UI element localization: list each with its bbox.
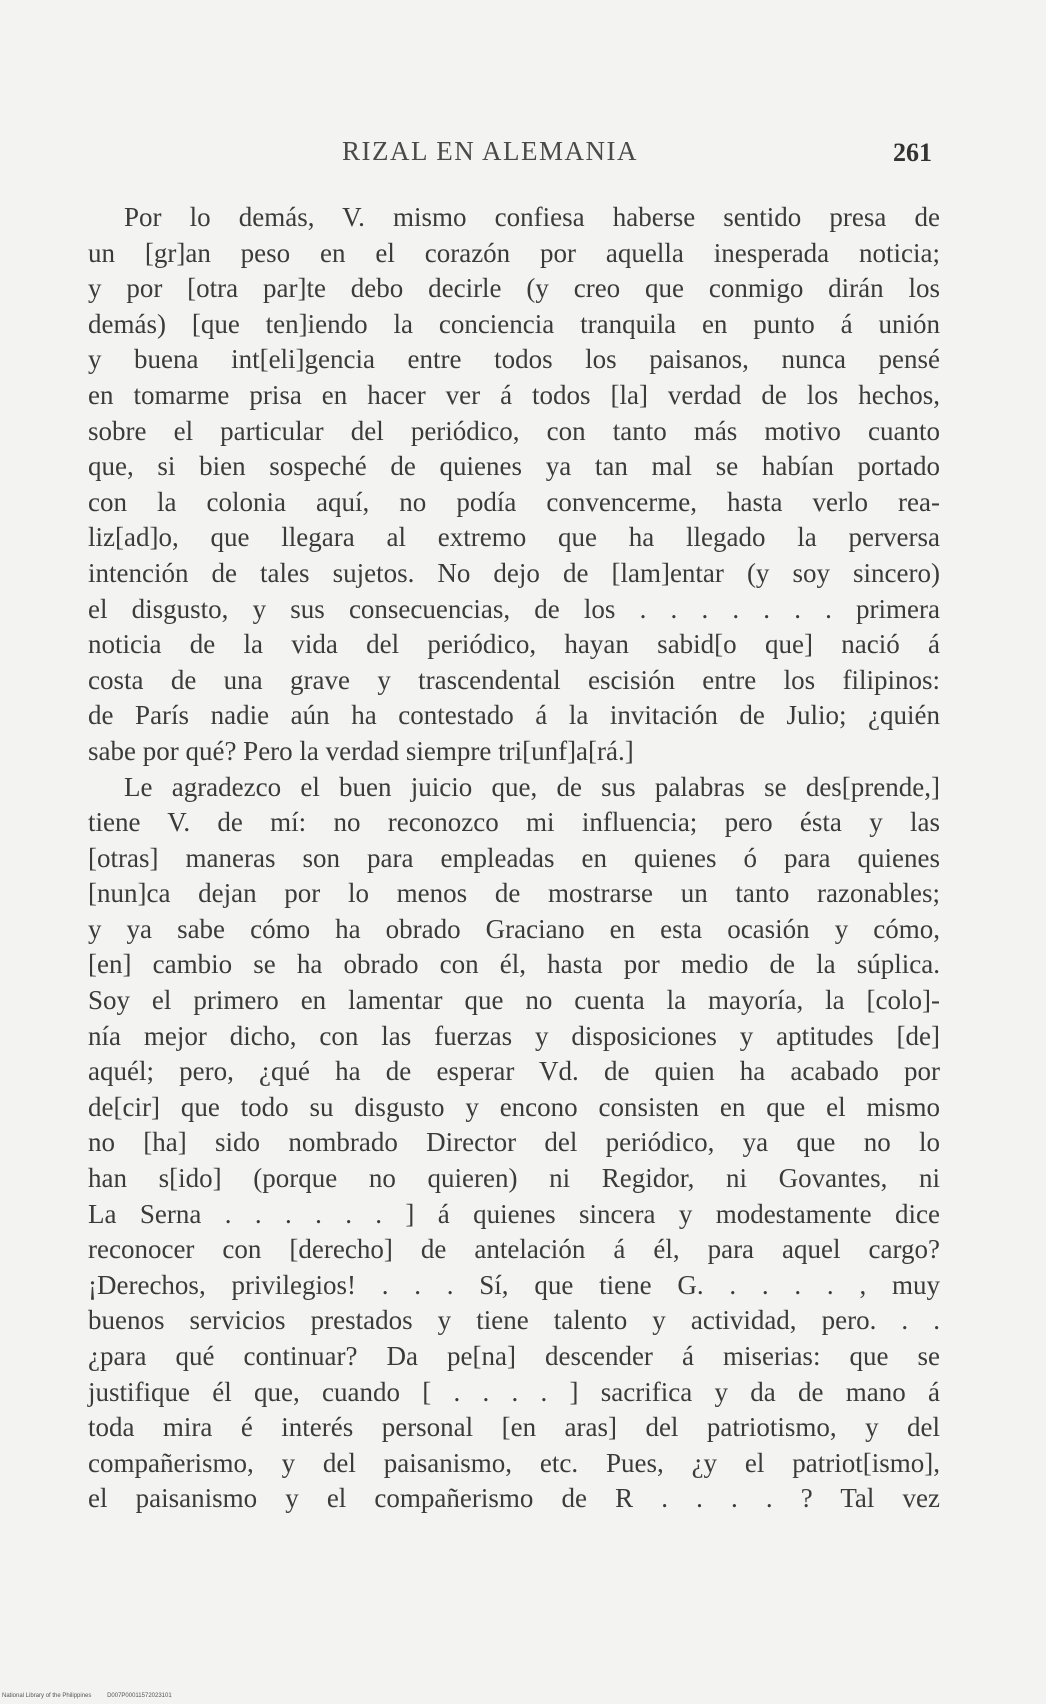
running-head <box>0 136 1046 176</box>
text-line: y por [otra par]te debo decirle (y creo que conmigo dirán los <box>88 273 940 304</box>
text-line: un [gr]an peso en el corazón por aquella inesperada noticia; <box>88 237 940 268</box>
text-line: que, si bien sospeché de quienes ya tan mal se habían portado <box>88 451 940 482</box>
text-line: Le agradezco el buen juicio que, de sus palabras se des[prende,] <box>124 771 940 802</box>
text-line: justifique él que, cuando [ . . . . ] sacrifica y da de mano á <box>88 1376 940 1407</box>
text-line: de[cir] que todo su disgusto y encono consisten en que el mismo <box>88 1091 940 1122</box>
page-number: 261 <box>893 138 932 167</box>
text-line: compañerismo, y del paisanismo, etc. Pues, ¿y el patriot[ismo], <box>88 1447 940 1478</box>
text-line: el disgusto, y sus consecuencias, de los . . . . . . . primera <box>88 593 940 624</box>
text-line: toda mira é interés personal [en aras] del patriotismo, y del <box>88 1412 940 1443</box>
text-line: [en] cambio se ha obrado con él, hasta por medio de la súplica. <box>88 949 940 980</box>
text-line: y buena int[eli]gencia entre todos los paisanos, nunca pensé <box>88 344 940 375</box>
text-line: de París nadie aún ha contestado á la invitación de Julio; ¿quién <box>88 700 940 731</box>
text-line: con la colonia aquí, no podía convencerme, hasta verlo rea- <box>88 486 940 517</box>
text-line: aquél; pero, ¿qué ha de esperar Vd. de quien ha acabado por <box>88 1056 940 1087</box>
text-line: reconocer con [derecho] de antelación á él, para aquel cargo? <box>88 1234 940 1265</box>
text-line: ¡Derechos, privilegios! . . . Sí, que tiene G. . . . . , muy <box>88 1269 940 1300</box>
text-line: costa de una grave y trascendental escisión entre los filipinos: <box>88 664 940 695</box>
text-line: han s[ido] (porque no quieren) ni Regidor, ni Govantes, ni <box>88 1163 940 1194</box>
running-title: RIZAL EN ALEMANIA <box>342 136 638 166</box>
text-line: tiene V. de mí: no reconozco mi influencia; pero ésta y las <box>88 807 940 838</box>
text-line: noticia de la vida del periódico, hayan sabid[o que] nació á <box>88 629 940 660</box>
text-line: sabe por qué? Pero la verdad siempre tri[unf]a[rá.] <box>88 735 634 766</box>
body-text <box>88 200 940 1517</box>
text-line: La Serna . . . . . . ] á quienes sincera y modestamente dice <box>88 1198 940 1229</box>
text-line: intención de tales sujetos. No dejo de [lam]entar (y soy sincero) <box>88 557 940 588</box>
text-line: demás) [que ten]iendo la conciencia tranquila en punto á unión <box>88 308 940 339</box>
text-line: el paisanismo y el compañerismo de R . . . . ? Tal vez <box>88 1483 940 1514</box>
text-line: nía mejor dicho, con las fuerzas y disposiciones y aptitudes [de] <box>88 1020 940 1051</box>
text-line: sobre el particular del periódico, con tanto más motivo cuanto <box>88 415 940 446</box>
text-line: ¿para qué continuar? Da pe[na] descender á miserias: que se <box>88 1341 940 1371</box>
paragraph-1 <box>88 200 940 770</box>
text-line: Soy el primero en lamentar que no cuenta la mayoría, la [colo]- <box>88 985 940 1016</box>
text-line: y ya sabe cómo ha obrado Graciano en esta ocasión y cómo, <box>88 913 940 944</box>
text-line: no [ha] sido nombrado Director del periódico, ya que no lo <box>88 1127 940 1158</box>
text-line: buenos servicios prestados y tiene talento y actividad, pero. . . <box>88 1305 940 1336</box>
footer-identifier: D007P00011572023101 <box>107 1693 172 1699</box>
text-line: [nun]ca dejan por lo menos de mostrarse un tanto razonables; <box>88 878 940 909</box>
footer-imprint <box>2 1693 186 1699</box>
text-line: [otras] maneras son para empleadas en quienes ó para quienes <box>88 842 940 873</box>
text-line: Por lo demás, V. mismo confiesa haberse sentido presa de <box>124 202 940 232</box>
footer-library: National Library of the Philippines <box>2 1693 92 1699</box>
paragraph-2 <box>88 770 940 1517</box>
text-line: en tomarme prisa en hacer ver á todos [la] verdad de los hechos, <box>88 379 940 410</box>
text-line: liz[ad]o, que llegara al extremo que ha llegado la perversa <box>88 522 940 553</box>
